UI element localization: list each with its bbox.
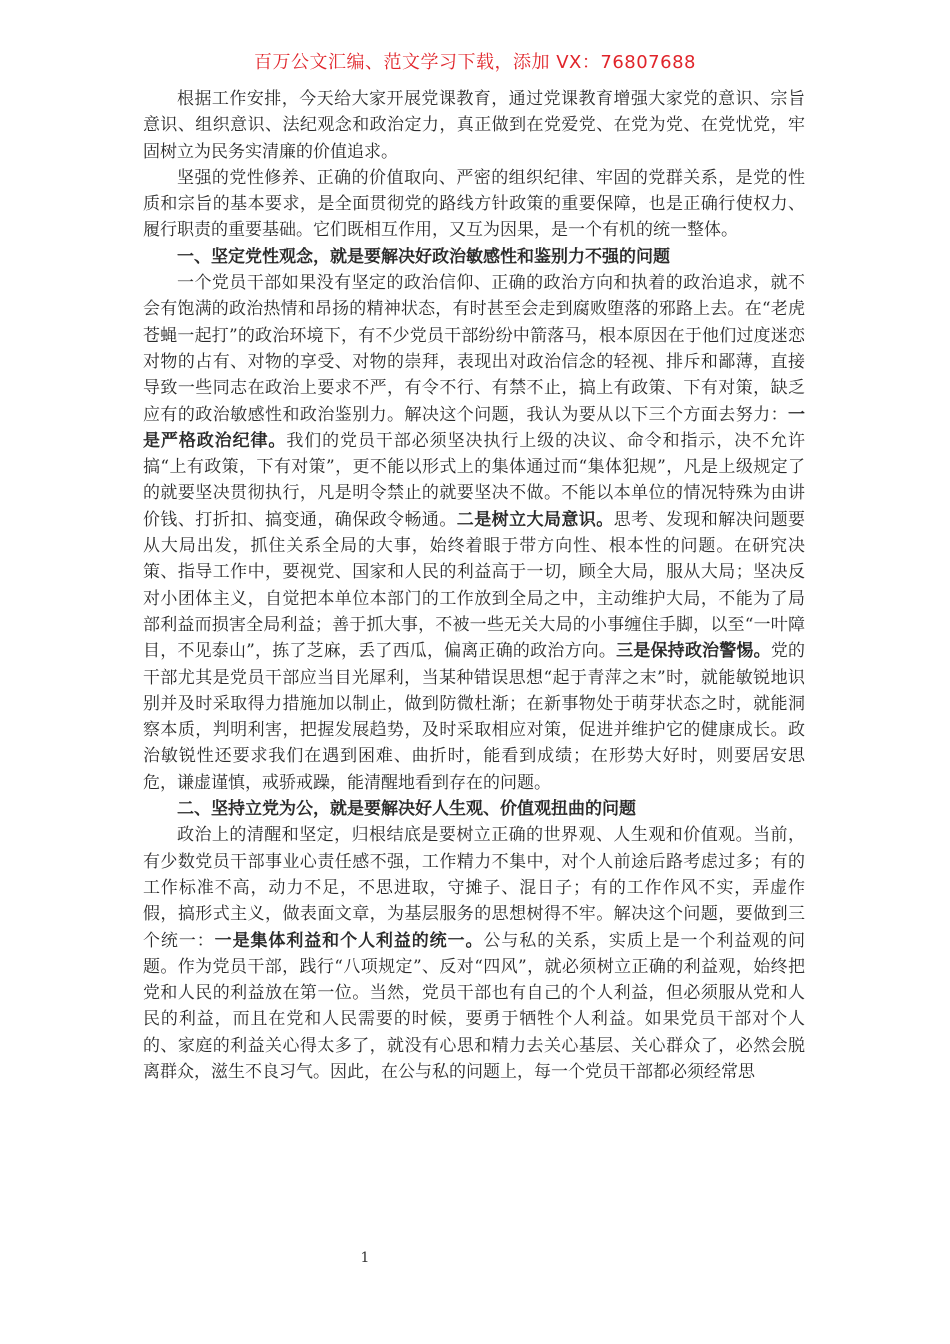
paragraph-section-2 bbox=[143, 822, 805, 1085]
text-run: 思考、发现和解决问题要从大局出发，抓住关系全局的大事，始终着眼于带方向性、根本性的问题。在研究决策、指导工作中，要视党、国家和人民的利益高于一切，顾全大局，服从大局；坚决反对小团体主义，自觉把本单位本部门的工作放到全局之中，主动维护大局，不能为了局部利益而损害全局利益；善于抓大事，不被一些无关大局的小事缠住手脚，以至“一叶障目，不见泰山”，拣了芝麻，丢了西瓜，偏离正确的政治方向。 bbox=[143, 509, 806, 662]
page-number: 1 bbox=[360, 1250, 370, 1266]
text-run: 党的干部尤其是党员干部应当目光犀利，当某种错误思想“起于青萍之末”时，就能敏锐地识别并及时采取得力措施加以制止，做到防微杜渐；在新事物处于萌芽状态之时，就能洞察本质，判明利害，把握发展趋势，及时采取相应对策，促进并维护它的健康成长。政治敏锐性还要求我们在遇到困难、曲折时，能看到成绩；在形势大好时，则要居安思危，谦虚谨慎，戒骄戒躁，能清醒地看到存在的问题。 bbox=[143, 641, 806, 793]
bold-point-1: 一是严格政治纪律。 bbox=[143, 404, 805, 451]
text-run: 公与私的关系，实质上是一个利益观的问题。作为党员干部，践行“八项规定”、反对“四风”，就必须树立正确的利益观，始终把党和人民的利益放在第一位。当然，党员干部也有自己的个人利益，但必须服从党和人民的利益，而且在党和人民需要的时候，要勇于牺牲个人利益。如果党员干部对个人的、家庭的利益关心得太多了，就没有心思和精力去关心基层、关心群众了，必然会脱离群众，滋生不良习气。因此，在公与私的问题上，每一个党员干部都必须经常思 bbox=[143, 930, 806, 1082]
bold-point-2: 二是树立大局意识。 bbox=[456, 509, 614, 530]
header-banner: 百万公文汇编、范文学习下载，添加 VX：76807688 bbox=[254, 52, 696, 73]
bold-point-4: 一是集体利益和个人利益的统一。 bbox=[214, 930, 484, 951]
text-run: 我们的党员干部必须坚决执行上级的决议、命令和指示，决不允许搞“上有政策，下有对策”，更不能以形式上的集体通过而“集体犯规”，凡是上级规定了的就要坚决贯彻执行，凡是明令禁止的就要坚决不做。不能以本单位的情况特殊为由讲价钱、打折扣、搞变通，确保政令畅通。 bbox=[143, 430, 806, 530]
paragraph-section-1 bbox=[143, 270, 805, 796]
text-run: 政治上的清醒和坚定，归根结底是要树立正确的世界观、人生观和价值观。当前，有少数党员干部事业心责任感不强，工作精力不集中，对个人前途后路考虑过多；有的工作标准不高，动力不足，不思进取，守摊子、混日子；有的工作作风不实，弄虚作假，搞形式主义，做表面文章，为基层服务的思想树得不牢。解决这个问题，要做到三个统一： bbox=[143, 825, 805, 951]
section-heading-1: 一、坚定党性观念，就是要解决好政治敏感性和鉴别力不强的问题 bbox=[177, 246, 670, 267]
document-body bbox=[143, 86, 805, 1085]
paragraph-intro: 根据工作安排，今天给大家开展党课教育，通过党课教育增强大家党的意识、宗旨意识、组织意识、法纪观念和政治定力，真正做到在党爱党、在党为党、在党忧党，牢固树立为民务实清廉的价值追求。 bbox=[143, 89, 805, 162]
text-run: 一个党员干部如果没有坚定的政治信仰、正确的政治方向和执着的政治追求，就不会有饱满的政治热情和昂扬的精神状态，有时甚至会走到腐败堕落的邪路上去。在“老虎苍蝇一起打”的政治环境下，有不少党员干部纷纷中箭落马，根本原因在于他们过度迷恋对物的占有、对物的享受、对物的崇拜，表现出对政治信念的轻视、排斥和鄙薄，直接导致一些同志在政治上要求不严，有令不行、有禁不止，搞上有政策、下有对策，缺乏应有的政治敏感性和政治鉴别力。解决这个问题，我认为要从以下三个方面去努力： bbox=[143, 273, 805, 425]
section-heading-2: 二、坚持立党为公，就是要解决好人生观、价值观扭曲的问题 bbox=[177, 799, 636, 820]
paragraph-overview: 坚强的党性修养、正确的价值取向、严密的组织纪律、牢固的党群关系，是党的性质和宗旨的基本要求，是全面贯彻党的路线方针政策的重要保障，也是正确行使权力、履行职责的重要基础。它们既相互作用，又互为因果，是一个有机的统一整体。 bbox=[143, 167, 805, 241]
bold-point-3: 三是保持政治警惕。 bbox=[616, 641, 771, 662]
